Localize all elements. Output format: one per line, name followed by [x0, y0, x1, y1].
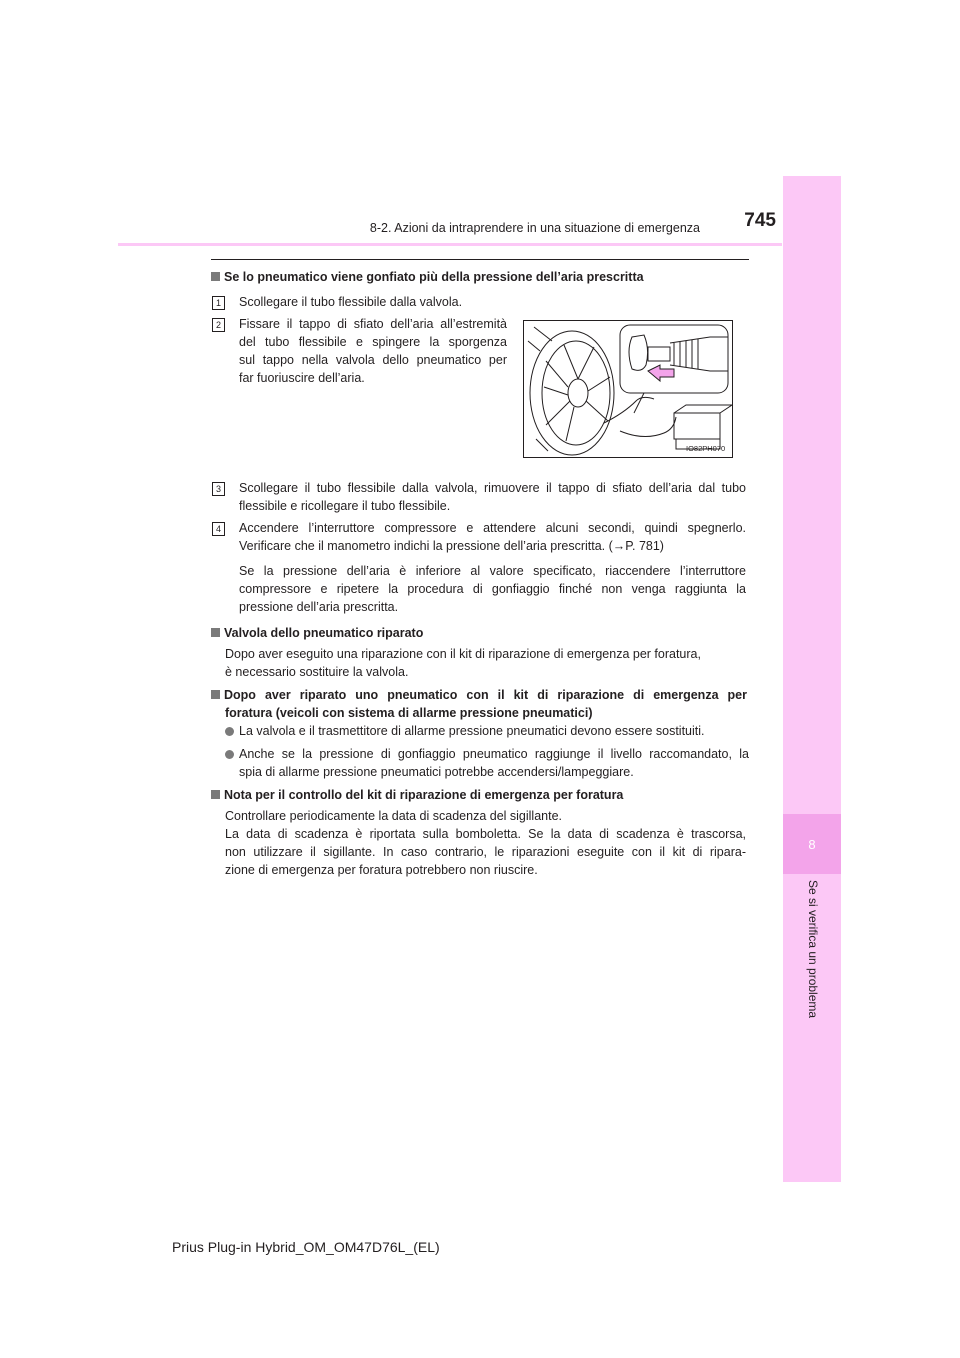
step-4-text: Accendere l’interruttore compressore e attendere alcuni secondi, quindi spegnerlo. Verificare che il manometro indichi la pressione dell’aria prescritta. (→P. 781)	[239, 521, 746, 553]
square-bullet-icon	[211, 790, 220, 799]
heading-after-repair: Dopo aver riparato uno pneumatico con il kit di riparazione di emergenza per foratura (veicoli con sistema di allarme pressione pneumatici)	[211, 686, 747, 722]
square-bullet-icon	[211, 272, 220, 281]
heading-valve: Valvola dello pneumatico riparato	[211, 624, 423, 642]
heading-note: Nota per il controllo del kit di riparazione di emergenza per foratura	[211, 786, 623, 804]
note-text: Controllare periodicamente la data di scadenza del sigillante. La data di scadenza è riportata sulla bomboletta. Se la data di scadenza è trascorsa, non utilizzare il sigillante. In caso contrario, le riparazioni eseguite con il kit di ripara- zione di emergenza per foratura potrebbero non riuscire.	[225, 809, 746, 877]
step-4-extra-text: Se la pressione dell’aria è inferiore al valore specificato, riaccendere l’interruttore compressore e ripetere la procedura di gonfiaggio finché non venga raggiunta la pressione dell’aria prescritta.	[239, 564, 746, 614]
step-3-text: Scollegare il tubo flessibile dalla valvola, rimuovere il tappo di sfiato dell’aria dal tubo flessibile e ricollegare il tubo flessibile.	[239, 481, 746, 513]
step-2-text: Fissare il tappo di sfiato dell’aria all’estremità del tubo flessibile e spingere la sporgenza sul tappo nella valvola dello pneumatico per far fuoriuscire dell’aria.	[239, 317, 507, 385]
step-number-1: 1	[212, 296, 225, 310]
figure-code: IO82PH070	[686, 444, 726, 453]
header-divider	[118, 243, 782, 246]
step-number-2: 2	[212, 318, 225, 332]
round-bullet-icon	[225, 750, 234, 759]
section-title: 8-2. Azioni da intraprendere in una situazione di emergenza	[369, 221, 700, 235]
step-1-text: Scollegare il tubo flessibile dalla valvola.	[239, 295, 463, 309]
square-bullet-icon	[211, 628, 220, 637]
manual-footer: Prius Plug-in Hybrid_OM_OM47D76L_(EL)	[172, 1239, 440, 1255]
step-number-3: 3	[212, 482, 225, 496]
wheel-hose-drawing	[524, 321, 732, 457]
tire-valve-illustration	[523, 320, 733, 458]
heading-overinflated: Se lo pneumatico viene gonfiato più della pressione dell’aria prescritta	[211, 268, 644, 286]
chapter-number: 8	[783, 814, 841, 874]
valve-text: Dopo aver eseguito una riparazione con il kit di riparazione di emergenza per foratura, è necessario sostituire la valvola.	[225, 647, 701, 679]
section-rule	[211, 259, 749, 260]
square-bullet-icon	[211, 690, 220, 699]
step-number-4: 4	[212, 522, 225, 536]
after-repair-bullet-2: Anche se la pressione di gonfiaggio pneumatico raggiunge il livello raccomandato, la spia di allarme pressione pneumatici potrebbe accendersi/lampeggiare.	[239, 747, 749, 779]
chapter-title: Se si verifica un problema	[806, 880, 820, 1019]
after-repair-bullet-1: La valvola e il trasmettitore di allarme pressione pneumatici devono essere sostituiti.	[239, 724, 705, 738]
round-bullet-icon	[225, 727, 234, 736]
page-number: 745	[744, 210, 776, 231]
